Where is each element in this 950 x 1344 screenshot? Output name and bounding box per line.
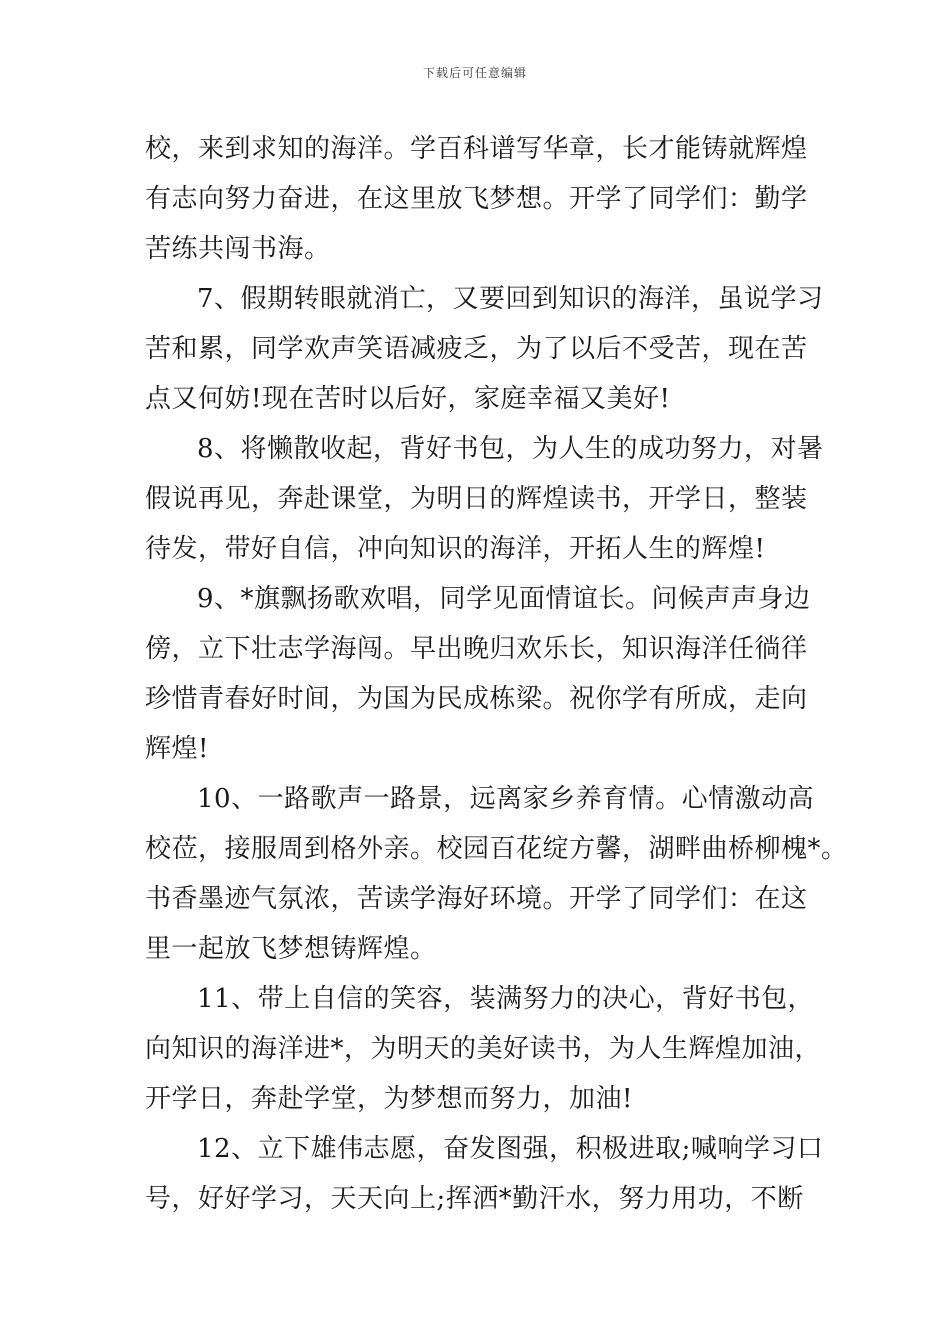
- text-line: 里一起放飞梦想铸辉煌。: [145, 934, 437, 964]
- text-line: 11、带上自信的笑容，装满努力的决心，背好书包，: [197, 984, 815, 1014]
- text-line: 12、立下雄伟志愿，奋发图强，积极进取;喊响学习口: [197, 1134, 824, 1164]
- page-header: 下载后可任意编辑: [422, 66, 527, 80]
- text-line: 校，来到求知的海洋。学百科谱写华章，长才能铸就辉煌: [145, 134, 808, 164]
- text-line: 8、将懒散收起，背好书包，为人生的成功努力，对暑: [197, 434, 824, 464]
- text-line: 有志向努力奋进，在这里放飞梦想。开学了同学们：勤学: [145, 184, 808, 214]
- text-line: 9、*旗飘扬歌欢唱，同学见面情谊长。问候声声身边: [197, 584, 811, 614]
- text-line: 开学日，奔赴学堂，为梦想而努力，加油!: [145, 1084, 633, 1114]
- text-line: 傍，立下壮志学海闯。早出晚归欢乐长，知识海洋任徜徉: [145, 634, 808, 664]
- text-line: 点又何妨!现在苦时以后好，家庭幸福又美好!: [145, 384, 671, 414]
- text-line: 向知识的海洋进*，为明天的美好读书，为人生辉煌加油，: [145, 1034, 822, 1064]
- text-line: 7、假期转眼就消亡，又要回到知识的海洋，虽说学习: [197, 284, 824, 314]
- text-line: 辉煌!: [145, 734, 209, 764]
- text-line: 苦和累，同学欢声笑语减疲乏，为了以后不受苦，现在苦: [145, 334, 808, 364]
- text-line: 10、一路歌声一路景，远离家乡养育情。心情激动高: [197, 784, 815, 814]
- text-line: 苦练共闯书海。: [145, 234, 331, 264]
- text-line: 珍惜青春好时间，为国为民成栋梁。祝你学有所成，走向: [145, 684, 808, 714]
- text-line: 待发，带好自信，冲向知识的海洋，开拓人生的辉煌!: [145, 534, 766, 564]
- text-line: 书香墨迹气氛浓，苦读学海好环境。开学了同学们：在这: [145, 884, 808, 914]
- body-text: [145, 124, 848, 1224]
- text-line: 号，好好学习，天天向上;挥洒*勤汗水，努力用功，不断: [145, 1184, 804, 1214]
- text-line: 假说再见，奔赴课堂，为明日的辉煌读书，开学日，整装: [145, 484, 808, 514]
- text-line: 校莅，接服周到格外亲。校园百花绽方馨，湖畔曲桥柳槐*。: [145, 834, 848, 864]
